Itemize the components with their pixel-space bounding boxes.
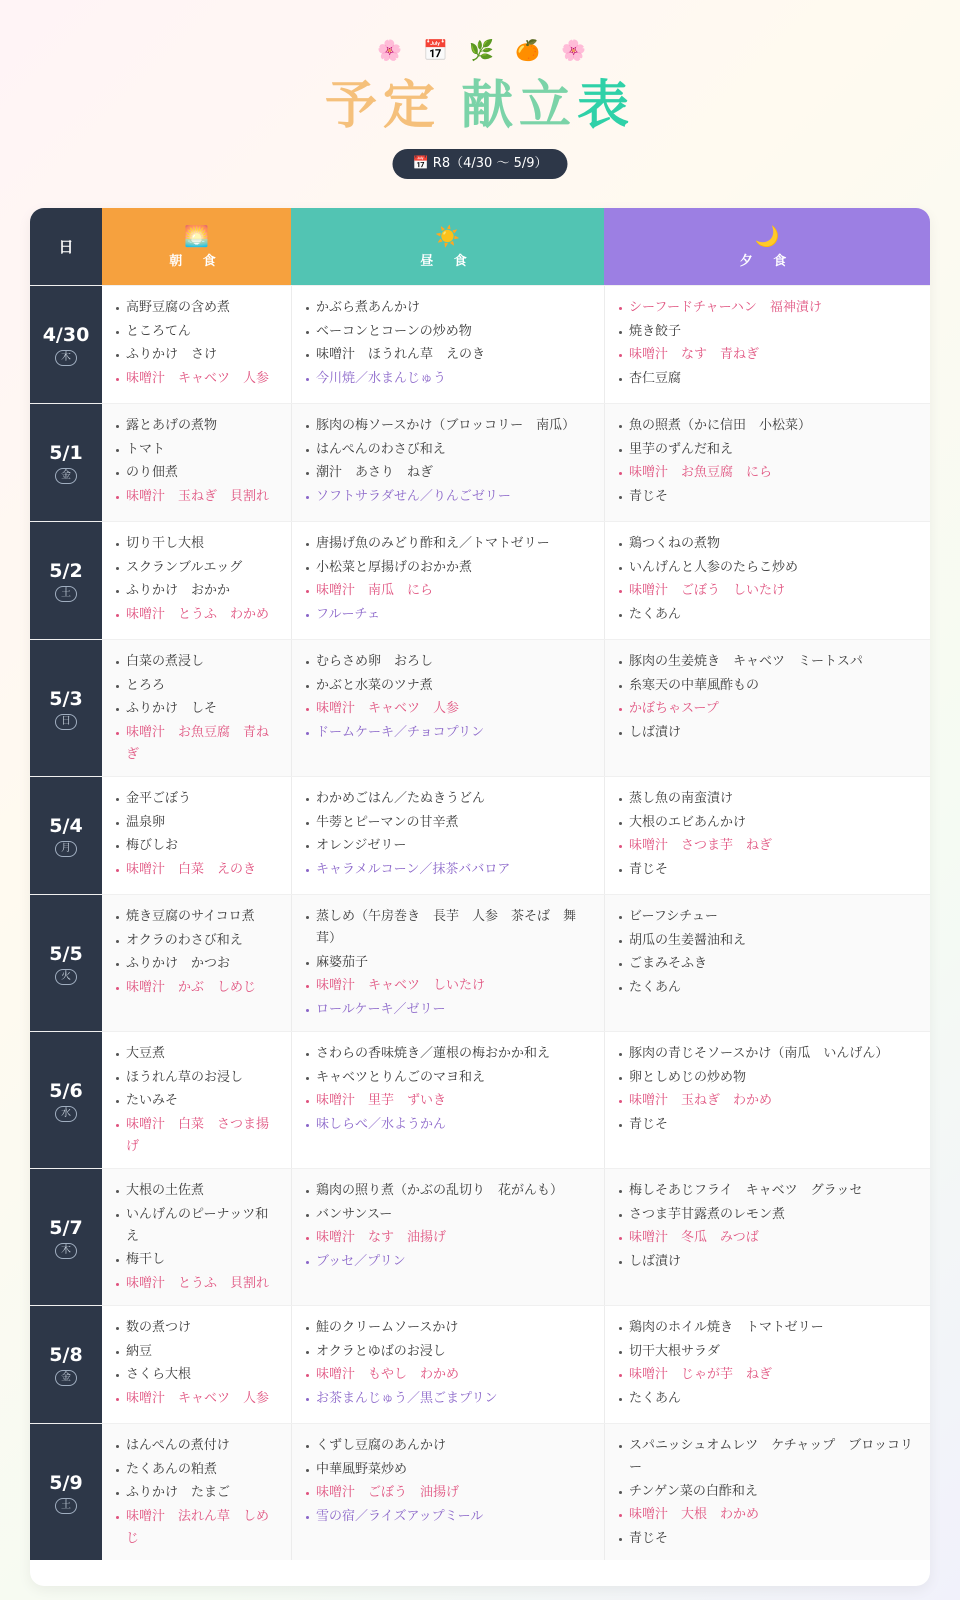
menu-item: かぼちゃスープ xyxy=(619,698,918,720)
menu-item: たくあんの粕煮 xyxy=(116,1459,279,1481)
dinner-cell xyxy=(604,777,930,894)
menu-item: 味噌汁 お魚豆腐 にら xyxy=(619,462,918,484)
menu-item: 味噌汁 なす 青ねぎ xyxy=(619,344,918,366)
weekday-badge: 土 xyxy=(55,1498,77,1514)
lunch-menu-list xyxy=(306,533,592,626)
menu-item: チンゲン菜の白酢和え xyxy=(619,1481,918,1503)
menu-item: 青じそ xyxy=(619,1528,918,1550)
menu-item: 味噌汁 里芋 ずいき xyxy=(306,1090,592,1112)
day-cell xyxy=(30,1169,102,1305)
menu-item: 豚肉の梅ソースかけ（ブロッコリー 南瓜） xyxy=(306,415,592,437)
menu-item: 牛蒡とピーマンの甘辛煮 xyxy=(306,812,592,834)
menu-item: むらさめ卵 おろし xyxy=(306,651,592,673)
day-cell xyxy=(30,640,102,776)
table-row xyxy=(30,403,930,521)
herb-icon: 🌿 xyxy=(469,38,494,62)
dinner-menu-list xyxy=(619,1043,918,1136)
menu-item: はんぺんのわさび和え xyxy=(306,439,592,461)
day-cell xyxy=(30,1306,102,1423)
breakfast-label: 朝 食 xyxy=(169,254,224,269)
sunrise-icon: 🌅 xyxy=(184,224,209,248)
menu-item: オレンジゼリー xyxy=(306,835,592,857)
breakfast-cell xyxy=(102,1169,291,1305)
orange-icon: 🍊 xyxy=(515,38,540,62)
menu-item: 今川焼／水まんじゅう xyxy=(306,368,592,390)
dinner-menu-list xyxy=(619,1180,918,1273)
decoration-icons xyxy=(0,38,960,62)
menu-item: ドームケーキ／チョコプリン xyxy=(306,722,592,744)
menu-item: 味噌汁 南瓜 にら xyxy=(306,580,592,602)
menu-item: 味噌汁 ごぼう 油揚げ xyxy=(306,1482,592,1504)
lunch-cell xyxy=(291,895,604,1031)
menu-item: トマト xyxy=(116,439,279,461)
menu-item: はんぺんの煮付け xyxy=(116,1435,279,1457)
menu-item: 中華風野菜炒め xyxy=(306,1459,592,1481)
day-cell xyxy=(30,286,102,403)
date-label: 5/3 xyxy=(49,687,83,710)
menu-item: 焼き餃子 xyxy=(619,321,918,343)
table-row xyxy=(30,894,930,1031)
calendar-icon: 📅 xyxy=(423,38,448,62)
date-label: 5/4 xyxy=(49,815,83,837)
menu-item: 味噌汁 白菜 えのき xyxy=(116,859,279,881)
menu-item: バンサンスー xyxy=(306,1204,592,1226)
lunch-menu-list xyxy=(306,906,592,1021)
menu-item: たくあん xyxy=(619,977,918,999)
dinner-cell xyxy=(604,895,930,1031)
menu-item: 金平ごぼう xyxy=(116,788,279,810)
menu-item: 豚肉の生姜焼き キャベツ ミートスパ xyxy=(619,651,918,673)
menu-item: スパニッシュオムレツ ケチャップ ブロッコリー xyxy=(619,1435,918,1479)
menu-item: 味噌汁 キャベツ 人参 xyxy=(116,1388,279,1410)
menu-item: くずし豆腐のあんかけ xyxy=(306,1435,592,1457)
menu-item: 豚肉の青じそソースかけ（南瓜 いんげん） xyxy=(619,1043,918,1065)
menu-item: キャラメルコーン／抹茶ババロア xyxy=(306,859,592,881)
menu-item: 杏仁豆腐 xyxy=(619,368,918,390)
dinner-cell xyxy=(604,640,930,776)
menu-item: ベーコンとコーンの炒め物 xyxy=(306,321,592,343)
weekday-badge: 土 xyxy=(55,586,77,602)
menu-item: ソフトサラダせん／りんごゼリー xyxy=(306,486,592,508)
table-row xyxy=(30,285,930,403)
menu-item: 切干大根サラダ xyxy=(619,1341,918,1363)
weekday-badge: 水 xyxy=(55,1106,77,1122)
menu-item: ところてん xyxy=(116,321,279,343)
date-label: 5/1 xyxy=(49,442,83,464)
menu-item: 温泉卵 xyxy=(116,812,279,834)
menu-item: 露とあげの煮物 xyxy=(116,415,279,437)
menu-item: フルーチェ xyxy=(306,604,592,626)
breakfast-column-header xyxy=(102,208,291,285)
dinner-cell xyxy=(604,286,930,403)
menu-item: 鶏肉の照り煮（かぶの乱切り 花がんも） xyxy=(306,1180,592,1202)
menu-item: 味噌汁 玉ねぎ わかめ xyxy=(619,1090,918,1112)
menu-item: 味噌汁 じゃが芋 ねぎ xyxy=(619,1364,918,1386)
lunch-cell xyxy=(291,1306,604,1423)
menu-item: 胡瓜の生姜醤油和え xyxy=(619,930,918,952)
menu-item: 味噌汁 玉ねぎ 貝割れ xyxy=(116,486,279,508)
weekday-badge: 木 xyxy=(55,1243,77,1259)
menu-item: 味しらべ／水ようかん xyxy=(306,1114,592,1136)
breakfast-menu-list xyxy=(116,297,279,390)
table-row xyxy=(30,521,930,639)
menu-item: ふりかけ たまご xyxy=(116,1482,279,1504)
date-label: 5/5 xyxy=(49,942,83,965)
dinner-menu-list xyxy=(619,906,918,999)
breakfast-cell xyxy=(102,1032,291,1168)
menu-item: 梅しそあじフライ キャベツ グラッセ xyxy=(619,1180,918,1202)
lunch-cell xyxy=(291,640,604,776)
menu-item: 麻婆茄子 xyxy=(306,952,592,974)
lunch-menu-list xyxy=(306,1435,592,1528)
lunch-menu-list xyxy=(306,1180,592,1273)
lunch-label: 昼 食 xyxy=(420,254,475,269)
menu-item: 味噌汁 キャベツ 人参 xyxy=(306,698,592,720)
menu-item: 味噌汁 さつま芋 ねぎ xyxy=(619,835,918,857)
menu-item: さわらの香味焼き／蓮根の梅おかか和え xyxy=(306,1043,592,1065)
breakfast-menu-list xyxy=(116,415,279,508)
dinner-column-header xyxy=(604,208,930,285)
dinner-menu-list xyxy=(619,533,918,626)
menu-item: 味噌汁 キャベツ 人参 xyxy=(116,368,279,390)
lunch-menu-list xyxy=(306,1317,592,1410)
menu-item: お茶まんじゅう／黒ごまプリン xyxy=(306,1388,592,1410)
menu-item: 味噌汁 とうふ わかめ xyxy=(116,604,279,626)
lunch-cell xyxy=(291,286,604,403)
breakfast-cell xyxy=(102,404,291,521)
cherry-blossom-icon: 🌸 xyxy=(377,38,402,62)
period-badge: 📅 R8（4/30 〜 5/9） xyxy=(392,149,567,179)
menu-item: 唐揚げ魚のみどり酢和え／トマトゼリー xyxy=(306,533,592,555)
weekday-badge: 火 xyxy=(55,969,77,985)
breakfast-menu-list xyxy=(116,1317,279,1410)
breakfast-cell xyxy=(102,1306,291,1423)
day-cell xyxy=(30,777,102,894)
table-row xyxy=(30,776,930,894)
day-cell xyxy=(30,1032,102,1168)
lunch-menu-list xyxy=(306,415,592,508)
breakfast-cell xyxy=(102,895,291,1031)
menu-item: しば漬け xyxy=(619,1251,918,1273)
menu-item: 味噌汁 白菜 さつま揚げ xyxy=(116,1114,279,1158)
menu-item: 味噌汁 とうふ 貝割れ xyxy=(116,1273,279,1295)
date-label: 5/9 xyxy=(49,1471,83,1494)
menu-item: 大根のエビあんかけ xyxy=(619,812,918,834)
menu-item: 梅干し xyxy=(116,1249,279,1271)
dinner-cell xyxy=(604,404,930,521)
dinner-cell xyxy=(604,1424,930,1560)
menu-item: 青じそ xyxy=(619,486,918,508)
dinner-cell xyxy=(604,522,930,639)
dinner-menu-list xyxy=(619,651,918,744)
menu-item: かぶと水菜のツナ煮 xyxy=(306,675,592,697)
day-cell xyxy=(30,895,102,1031)
menu-item: いんげんと人参のたらこ炒め xyxy=(619,557,918,579)
menu-item: ブッセ／プリン xyxy=(306,1251,592,1273)
menu-item: ふりかけ おかか xyxy=(116,580,279,602)
lunch-column-header xyxy=(291,208,604,285)
table-body xyxy=(30,285,930,1560)
dinner-cell xyxy=(604,1306,930,1423)
menu-item: 雪の宿／ライズアップミール xyxy=(306,1506,592,1528)
page-header xyxy=(0,0,960,208)
weekday-badge: 日 xyxy=(55,714,77,730)
menu-item: 大根の土佐煮 xyxy=(116,1180,279,1202)
menu-item: 里芋のずんだ和え xyxy=(619,439,918,461)
menu-item: 青じそ xyxy=(619,1114,918,1136)
dinner-label: 夕 食 xyxy=(739,254,795,269)
breakfast-menu-list xyxy=(116,651,279,766)
lunch-cell xyxy=(291,1424,604,1560)
table-row xyxy=(30,1031,930,1168)
lunch-cell xyxy=(291,1032,604,1168)
menu-item: 味噌汁 もやし わかめ xyxy=(306,1364,592,1386)
menu-item: 味噌汁 冬瓜 みつば xyxy=(619,1227,918,1249)
day-cell xyxy=(30,404,102,521)
menu-item: 味噌汁 大根 わかめ xyxy=(619,1504,918,1526)
menu-item: 糸寒天の中華風酢もの xyxy=(619,675,918,697)
table-row xyxy=(30,639,930,776)
lunch-menu-list xyxy=(306,297,592,390)
date-label: 5/7 xyxy=(49,1216,83,1239)
dinner-menu-list xyxy=(619,415,918,508)
menu-item: ふりかけ しそ xyxy=(116,698,279,720)
menu-item: ごまみそふき xyxy=(619,953,918,975)
menu-item: ビーフシチュー xyxy=(619,906,918,928)
menu-item: 味噌汁 なす 油揚げ xyxy=(306,1227,592,1249)
cherry-blossom-icon: 🌸 xyxy=(561,38,586,62)
weekday-badge: 金 xyxy=(55,468,77,484)
menu-item: とろろ xyxy=(116,675,279,697)
lunch-cell xyxy=(291,1169,604,1305)
menu-item: 味噌汁 ほうれん草 えのき xyxy=(306,344,592,366)
menu-item: 白菜の煮浸し xyxy=(116,651,279,673)
menu-item: いんげんのピーナッツ和え xyxy=(116,1204,279,1248)
breakfast-menu-list xyxy=(116,1435,279,1550)
date-label: 5/2 xyxy=(49,560,83,582)
menu-item: たくあん xyxy=(619,604,918,626)
menu-item: 鶏肉のホイル焼き トマトゼリー xyxy=(619,1317,918,1339)
menu-table xyxy=(30,208,930,1586)
menu-item: 味噌汁 法れん草 しめじ xyxy=(116,1506,279,1550)
menu-item: 青じそ xyxy=(619,859,918,881)
weekday-badge: 金 xyxy=(55,1370,77,1386)
menu-item: 大豆煮 xyxy=(116,1043,279,1065)
menu-item: ふりかけ さけ xyxy=(116,344,279,366)
day-column-header: 日 xyxy=(30,208,102,285)
menu-item: 味噌汁 かぶ しめじ xyxy=(116,977,279,999)
table-header-row xyxy=(30,208,930,285)
menu-item: 切り干し大根 xyxy=(116,533,279,555)
sun-icon: ☀️ xyxy=(435,224,460,248)
breakfast-menu-list xyxy=(116,533,279,626)
lunch-cell xyxy=(291,777,604,894)
breakfast-cell xyxy=(102,522,291,639)
menu-item: オクラのわさび和え xyxy=(116,930,279,952)
menu-item: 潮汁 あさり ねぎ xyxy=(306,462,592,484)
menu-item: スクランブルエッグ xyxy=(116,557,279,579)
menu-item: 魚の照煮（かに信田 小松菜） xyxy=(619,415,918,437)
lunch-cell xyxy=(291,522,604,639)
lunch-cell xyxy=(291,404,604,521)
breakfast-cell xyxy=(102,286,291,403)
lunch-menu-list xyxy=(306,1043,592,1136)
menu-item: 焼き豆腐のサイコロ煮 xyxy=(116,906,279,928)
menu-item: オクラとゆばのお浸し xyxy=(306,1341,592,1363)
breakfast-menu-list xyxy=(116,1180,279,1295)
menu-item: 小松菜と厚揚げのおかか煮 xyxy=(306,557,592,579)
lunch-menu-list xyxy=(306,788,592,881)
menu-item: 数の煮つけ xyxy=(116,1317,279,1339)
menu-item: ほうれん草のお浸し xyxy=(116,1067,279,1089)
menu-item: 鮭のクリームソースかけ xyxy=(306,1317,592,1339)
moon-icon: 🌙 xyxy=(754,224,780,248)
menu-item: たくあん xyxy=(619,1388,918,1410)
menu-item: たいみそ xyxy=(116,1090,279,1112)
table-row xyxy=(30,1305,930,1423)
menu-item: ふりかけ かつお xyxy=(116,953,279,975)
menu-item: 梅びしお xyxy=(116,835,279,857)
dinner-cell xyxy=(604,1169,930,1305)
breakfast-cell xyxy=(102,640,291,776)
day-cell xyxy=(30,1424,102,1560)
dinner-menu-list xyxy=(619,297,918,390)
menu-item: 味噌汁 お魚豆腐 青ねぎ xyxy=(116,722,279,766)
menu-item: 味噌汁 キャベツ しいたけ xyxy=(306,975,592,997)
menu-item: さつま芋甘露煮のレモン煮 xyxy=(619,1204,918,1226)
breakfast-cell xyxy=(102,1424,291,1560)
menu-item: 高野豆腐の含め煮 xyxy=(116,297,279,319)
lunch-menu-list xyxy=(306,651,592,744)
dinner-menu-list xyxy=(619,1317,918,1410)
menu-item: 味噌汁 ごぼう しいたけ xyxy=(619,580,918,602)
menu-item: 鶏つくねの煮物 xyxy=(619,533,918,555)
breakfast-menu-list xyxy=(116,788,279,881)
menu-item: わかめごはん／たぬきうどん xyxy=(306,788,592,810)
menu-item: しば漬け xyxy=(619,722,918,744)
menu-item: 蒸しめ（午房巻き 長芋 人参 茶そば 舞茸） xyxy=(306,906,592,950)
weekday-badge: 月 xyxy=(55,841,77,857)
table-row xyxy=(30,1168,930,1305)
date-label: 5/8 xyxy=(49,1344,83,1366)
menu-item: ロールケーキ／ゼリー xyxy=(306,999,592,1021)
menu-item: さくら大根 xyxy=(116,1364,279,1386)
dinner-cell xyxy=(604,1032,930,1168)
menu-item: 卵としめじの炒め物 xyxy=(619,1067,918,1089)
weekday-badge: 木 xyxy=(55,350,77,366)
menu-item: キャベツとりんごのマヨ和え xyxy=(306,1067,592,1089)
menu-item: のり佃煮 xyxy=(116,462,279,484)
dinner-menu-list xyxy=(619,788,918,881)
day-cell xyxy=(30,522,102,639)
menu-item: 納豆 xyxy=(116,1341,279,1363)
table-row xyxy=(30,1423,930,1560)
breakfast-menu-list xyxy=(116,906,279,999)
breakfast-cell xyxy=(102,777,291,894)
date-label: 5/6 xyxy=(49,1079,83,1102)
menu-item: かぶら煮あんかけ xyxy=(306,297,592,319)
menu-item: シーフードチャーハン 福神漬け xyxy=(619,297,918,319)
menu-item: 蒸し魚の南蛮漬け xyxy=(619,788,918,810)
dinner-menu-list xyxy=(619,1435,918,1550)
date-label: 4/30 xyxy=(42,324,90,346)
page-title: 予定 献立表 xyxy=(324,76,636,136)
breakfast-menu-list xyxy=(116,1043,279,1158)
